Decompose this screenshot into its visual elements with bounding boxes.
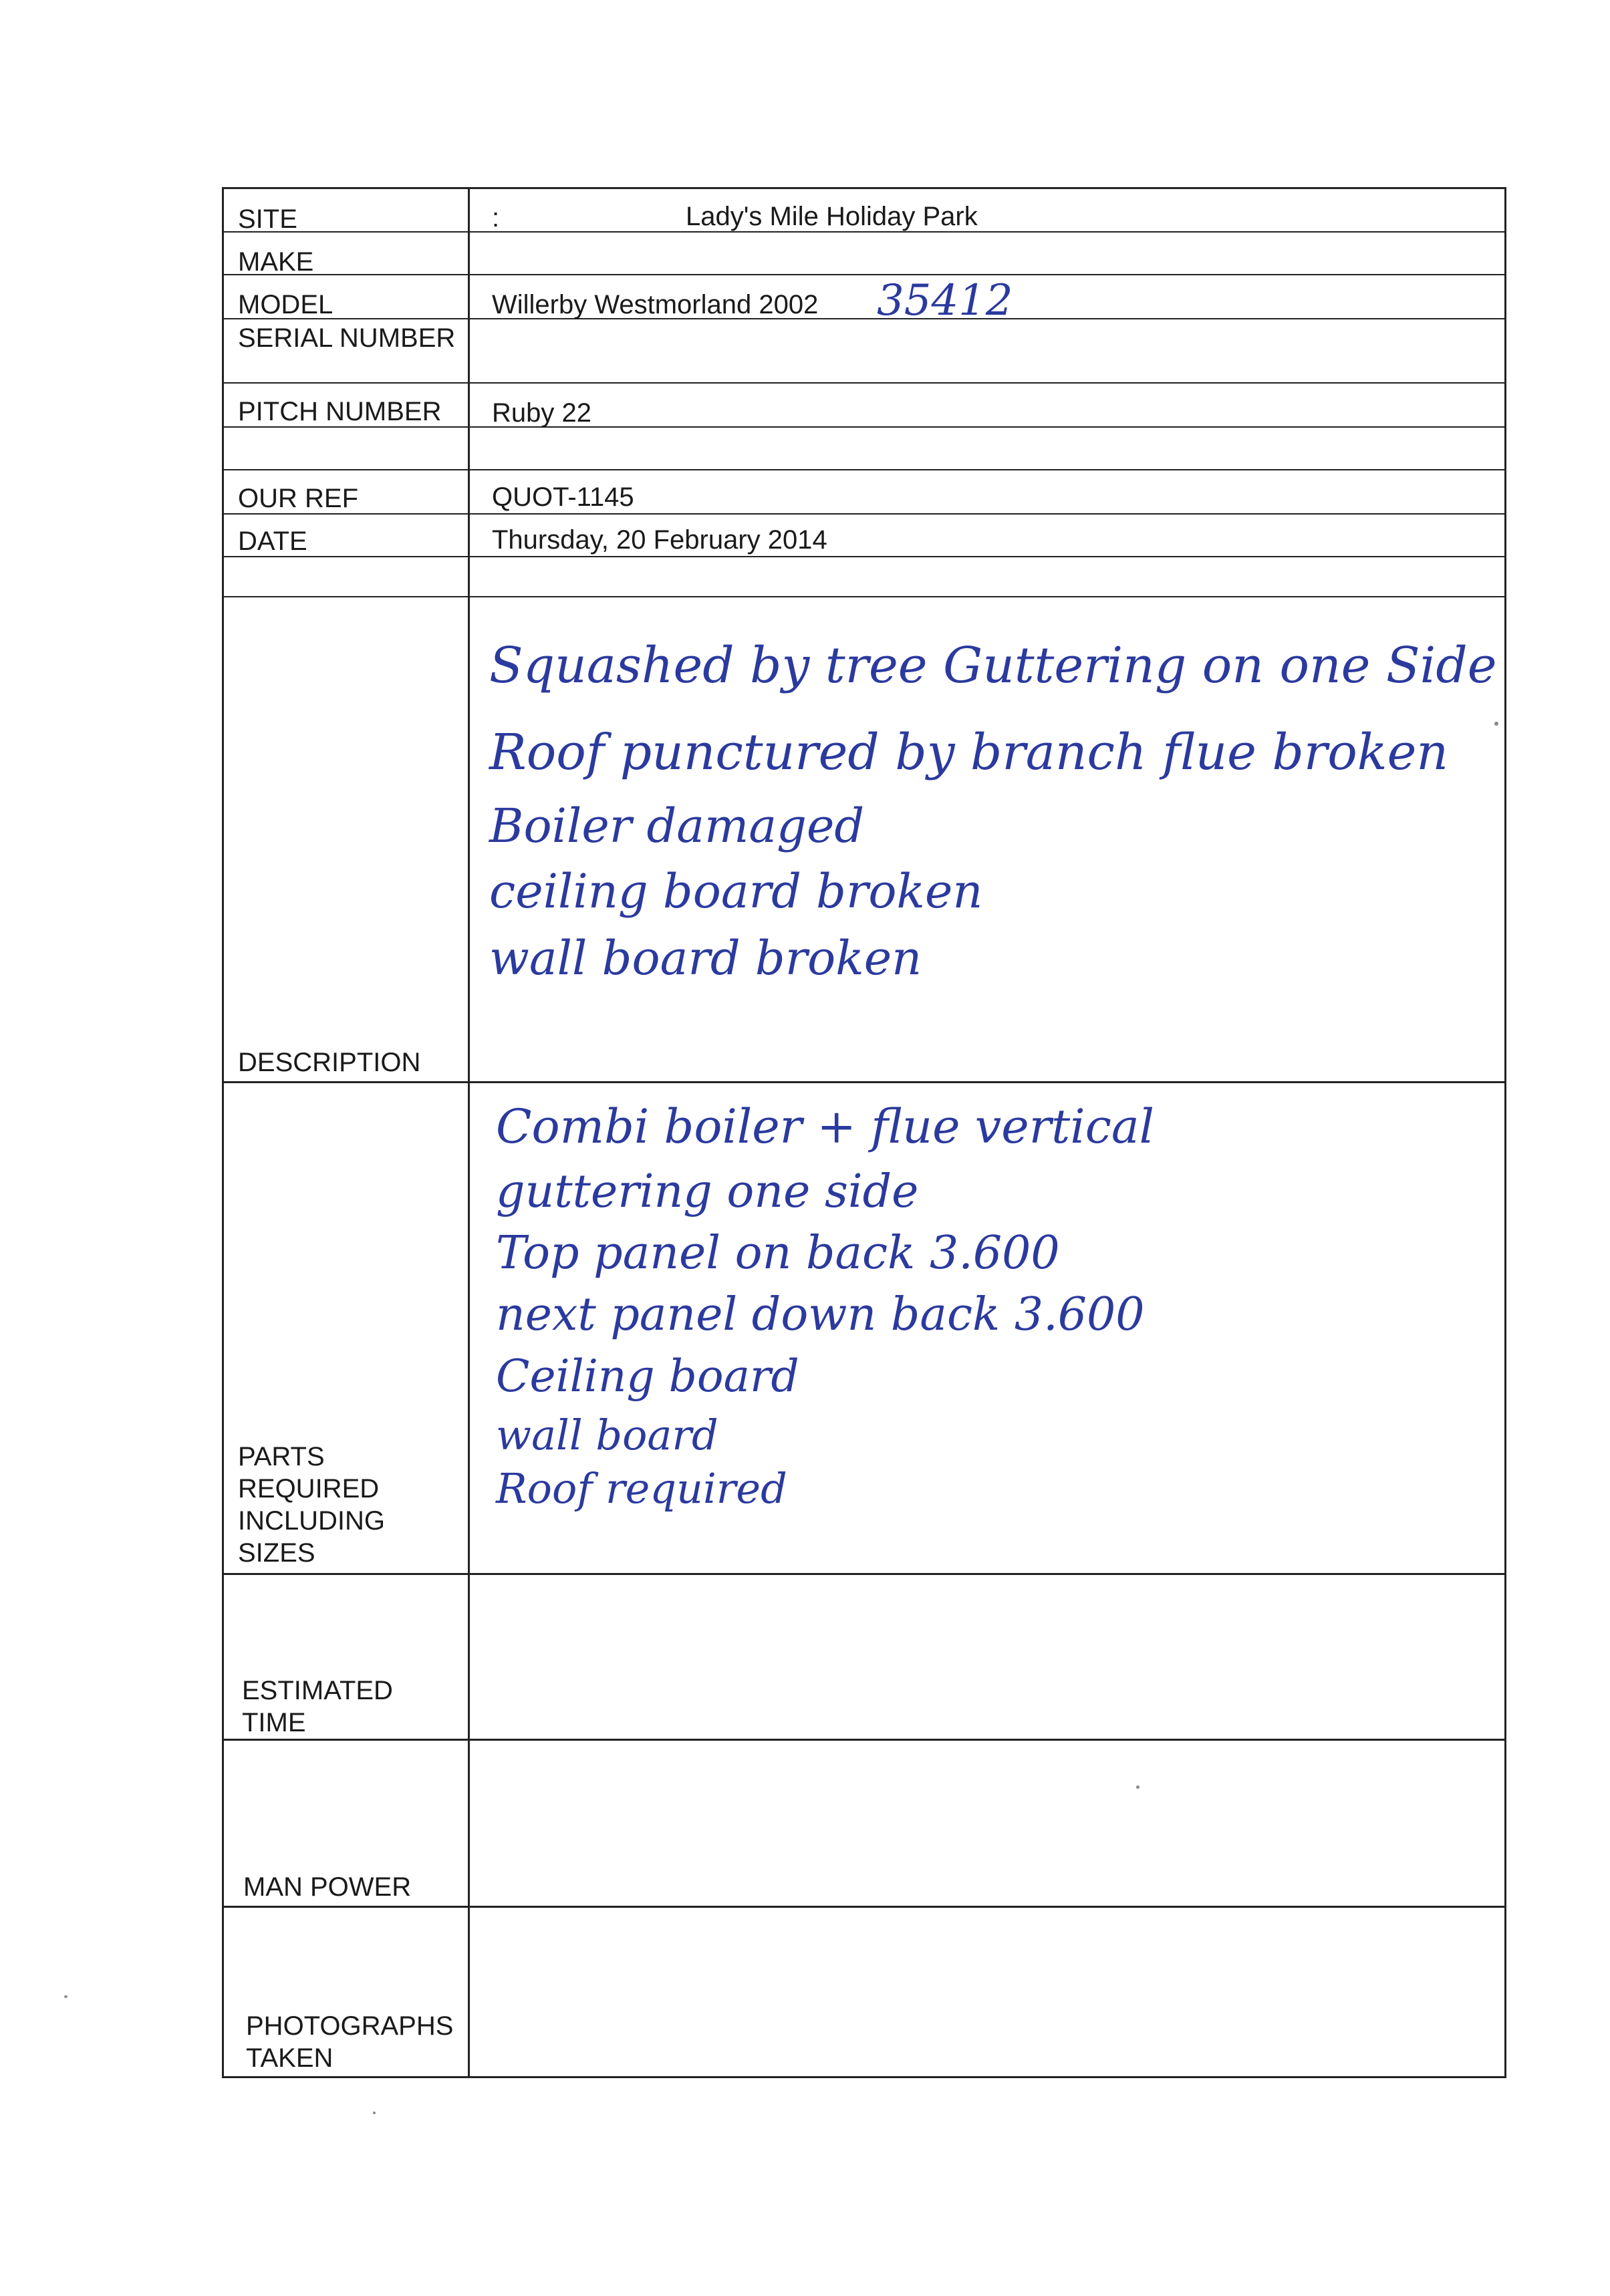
description-line: Squashed by tree Guttering on one Side [489, 637, 1497, 694]
row-divider [222, 469, 1506, 470]
parts-line: Roof required [496, 1464, 787, 1513]
parts-label-line: REQUIRED [238, 1474, 380, 1503]
description-line: ceiling board broken [489, 864, 983, 919]
row-divider [222, 1081, 1506, 1083]
row-divider [222, 274, 1506, 275]
inspection-form [222, 187, 1506, 2078]
pitch-number-label: PITCH NUMBER [238, 397, 442, 426]
column-divider [468, 187, 470, 2078]
pitch-number-value: Ruby 22 [492, 398, 591, 428]
parts-required-label [238, 1441, 385, 1569]
description-line: Roof punctured by branch flue broken [489, 724, 1449, 781]
parts-label-line: SIZES [238, 1538, 315, 1568]
date-label: DATE [238, 527, 307, 556]
scan-speck [1494, 722, 1498, 726]
row-divider [222, 596, 1506, 597]
parts-line: Top panel on back 3.600 [496, 1227, 1060, 1280]
date-value: Thursday, 20 February 2014 [492, 525, 827, 555]
scan-speck [1136, 1785, 1139, 1789]
site-value: Lady's Mile Holiday Park [686, 202, 978, 231]
our-ref-label: OUR REF [238, 484, 358, 513]
our-ref-value: QUOT-1145 [492, 482, 634, 512]
scan-speck [373, 2112, 376, 2114]
serial-number-label-text: SERIAL NUMBER [238, 323, 456, 353]
parts-label-line: INCLUDING [238, 1506, 386, 1536]
description-handwriting [489, 625, 1497, 998]
site-colon: : [492, 203, 500, 233]
model-value: Willerby Westmorland 2002 [492, 290, 819, 319]
row-divider [222, 556, 1506, 557]
photographs-label-line: PHOTOGRAPHS [246, 2011, 454, 2041]
estimated-time-label-line: ESTIMATED [242, 1676, 393, 1705]
model-handwritten-number: 35412 [877, 276, 1013, 325]
serial-number-label [238, 322, 458, 354]
form-border-top [222, 187, 1506, 189]
site-label: SITE [238, 204, 297, 234]
row-divider [222, 513, 1506, 515]
scan-speck [64, 1995, 68, 1998]
estimated-time-label [242, 1675, 393, 1739]
photographs-taken-label [246, 2010, 453, 2074]
description-line: Boiler damaged [489, 799, 865, 853]
estimated-time-label-line: TIME [242, 1708, 306, 1737]
make-label: MAKE [238, 247, 314, 277]
model-label: MODEL [238, 290, 333, 319]
parts-label-line: PARTS [238, 1442, 325, 1471]
man-power-label: MAN POWER [243, 1872, 412, 1902]
parts-handwriting [496, 1100, 1154, 1516]
parts-line: Combi boiler + flue vertical [496, 1099, 1155, 1154]
row-divider [222, 1906, 1506, 1908]
row-divider [222, 1573, 1506, 1575]
row-divider [222, 1739, 1506, 1741]
form-border-left [222, 187, 224, 2078]
parts-line: wall board [496, 1411, 718, 1459]
description-label: DESCRIPTION [238, 1048, 421, 1077]
parts-line: guttering one side [496, 1165, 919, 1218]
photographs-label-line: TAKEN [246, 2043, 333, 2073]
parts-line: Ceiling board [496, 1350, 799, 1402]
form-border-right [1504, 187, 1506, 2078]
description-line: wall board broken [489, 931, 922, 986]
form-border-bottom [222, 2076, 1506, 2078]
row-divider [222, 318, 1506, 319]
parts-line: next panel down back 3.600 [496, 1288, 1145, 1341]
row-divider [222, 382, 1506, 384]
